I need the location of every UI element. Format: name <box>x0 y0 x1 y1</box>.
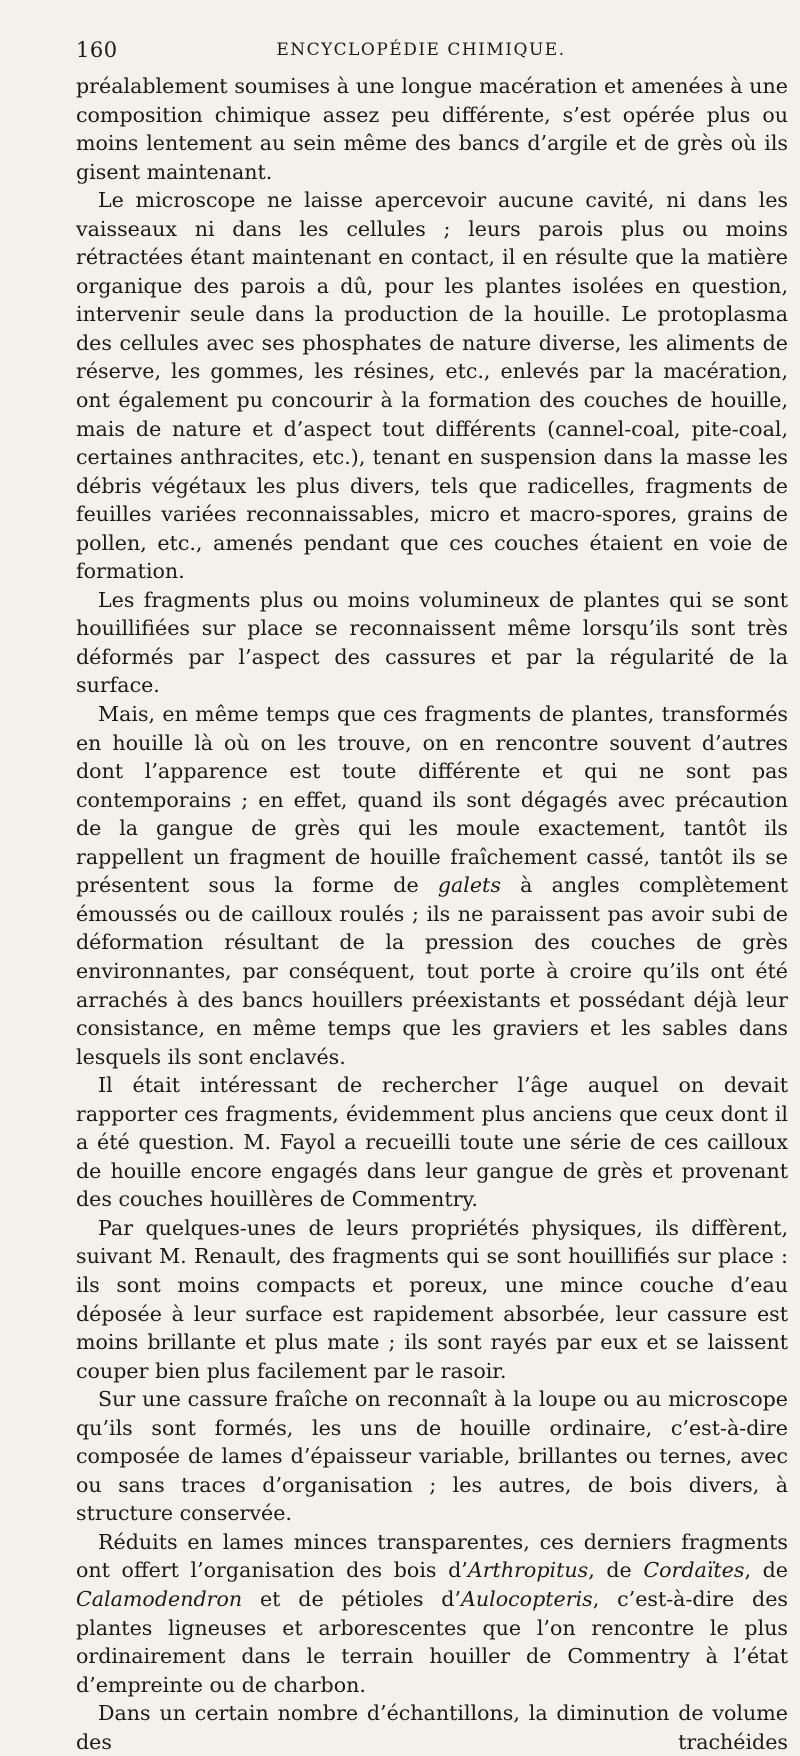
running-title: ENCYCLOPÉDIE CHIMIQUE. <box>276 40 566 60</box>
text-run: Les fragments plus ou moins volumineux de plantes qui se sont houillifiées sur place se reconnaissent même lorsqu’ils sont très déformés par l’aspect des cassures et par la régularité de la surface. <box>76 587 788 698</box>
paragraph <box>76 586 788 700</box>
italic-term: galets <box>437 873 501 898</box>
paragraph <box>76 700 788 1071</box>
paragraph <box>76 1214 788 1385</box>
text-run: Réduits en lames minces transparentes, ces derniers fragments ont offert l’organisation des bois d’ <box>76 1529 788 1583</box>
paragraph <box>76 186 788 586</box>
body-text <box>76 72 788 1756</box>
paragraph <box>76 1071 788 1214</box>
page-header <box>76 38 766 68</box>
text-run: Sur une cassure fraîche on reconnaît à la loupe ou au microscope qu’ils sont formés, les uns de houille ordinaire, c’est-à-dire composée de lames d’épaisseur variable, brillantes ou ternes, avec ou sans traces d’organisation ; les autres, de bois divers, à structure conservée. <box>76 1387 788 1526</box>
text-run: , de <box>588 1558 644 1583</box>
page-number: 160 <box>76 38 118 62</box>
text-run: Le microscope ne laisse apercevoir aucune cavité, ni dans les vaisseaux ni dans les cellules ; leurs parois plus ou moins rétractées étant maintenant en contact, il en résulte que la matière organique des parois a dû, pour les plantes isolées en question, intervenir seule dans la production de la houille. Le protoplasma des cellules avec ses phosphates de nature diverse, les aliments de réserve, les gommes, les résines, etc., enlevés par la macération, ont également pu concourir à la formation des couches de houille, mais de nature et d’aspect tout différents (cannel-coal, pite-coal, certaines anthracites, etc.), tenant en suspension dans la masse les débris végétaux les plus divers, tels que radicelles, fragments de feuilles variées reconnaissables, micro et macro-spores, grains de pollen, etc., amenés pendant que ces couches étaient en voie de formation. <box>76 188 788 584</box>
paragraph <box>76 72 788 186</box>
text-run: Mais, en même temps que ces fragments de plantes, transformés en houille là où on les trouve, on en rencontre souvent d’autres dont l’apparence est toute différente et qui ne sont pas contemporains ; en effet, quand ils sont dégagés avec précaution de la gangue de grès qui les moule exactement, tantôt ils rappellent un fragment de houille fraîchement cassé, tantôt ils se présentent sous la forme de <box>76 702 788 898</box>
paragraph <box>76 1528 788 1699</box>
italic-term: Arthropitus <box>467 1558 589 1583</box>
text-run: Par quelques-unes de leurs propriétés physiques, ils diffèrent, suivant M. Renault, des fragments qui se sont houillifiés sur place : ils sont moins compacts et poreux, une mince couche d’eau déposée à leur surface est rapidement absorbée, leur cassure est moins brillante et plus mate ; ils sont rayés par eux et se laissent couper bien plus facilement par le rasoir. <box>76 1215 788 1383</box>
italic-term: Aulocopteris <box>461 1586 593 1611</box>
paragraph <box>76 1699 788 1756</box>
text-run: , c’est-à-dire des plantes ligneuses et arborescentes que l’on rencontre le plus ordinairement dans le terrain houiller de Commentry à l’état d’empreinte ou de charbon. <box>76 1586 788 1697</box>
text-run: Dans un certain nombre d’échantillons, la diminution de volume des trachéides <box>76 1701 788 1754</box>
text-run: et de pétioles d’ <box>242 1586 462 1611</box>
text-run: préalablement soumises à une longue macération et amenées à une composition chimique assez peu différente, s’est opérée plus ou moins lentement au sein même des bancs d’argile et de grès où ils gisent maintenant. <box>76 74 788 184</box>
text-run: à angles complètement émoussés ou de cailloux roulés ; ils ne paraissent pas avoir subi de déformation résultant de la pression des couches de grès environnantes, par conséquent, tout porte à croire qu’ils ont été arrachés à des bancs houillers préexistants et possédant déjà leur consistance, en même temps que les graviers et les sables dans lesquels ils sont enclavés. <box>76 873 788 1069</box>
text-run: Il était intéressant de rechercher l’âge auquel on devait rapporter ces fragments, évidemment plus anciens que ceux dont il a été question. M. Fayol a recueilli toute une série de ces cailloux de houille encore engagés dans leur gangue de grès et provenant des couches houillères de Commentry. <box>76 1073 788 1212</box>
italic-term: Cordaïtes <box>643 1558 745 1583</box>
italic-term: Calamodendron <box>76 1586 243 1611</box>
paragraph <box>76 1385 788 1528</box>
text-run: , de <box>744 1558 788 1583</box>
